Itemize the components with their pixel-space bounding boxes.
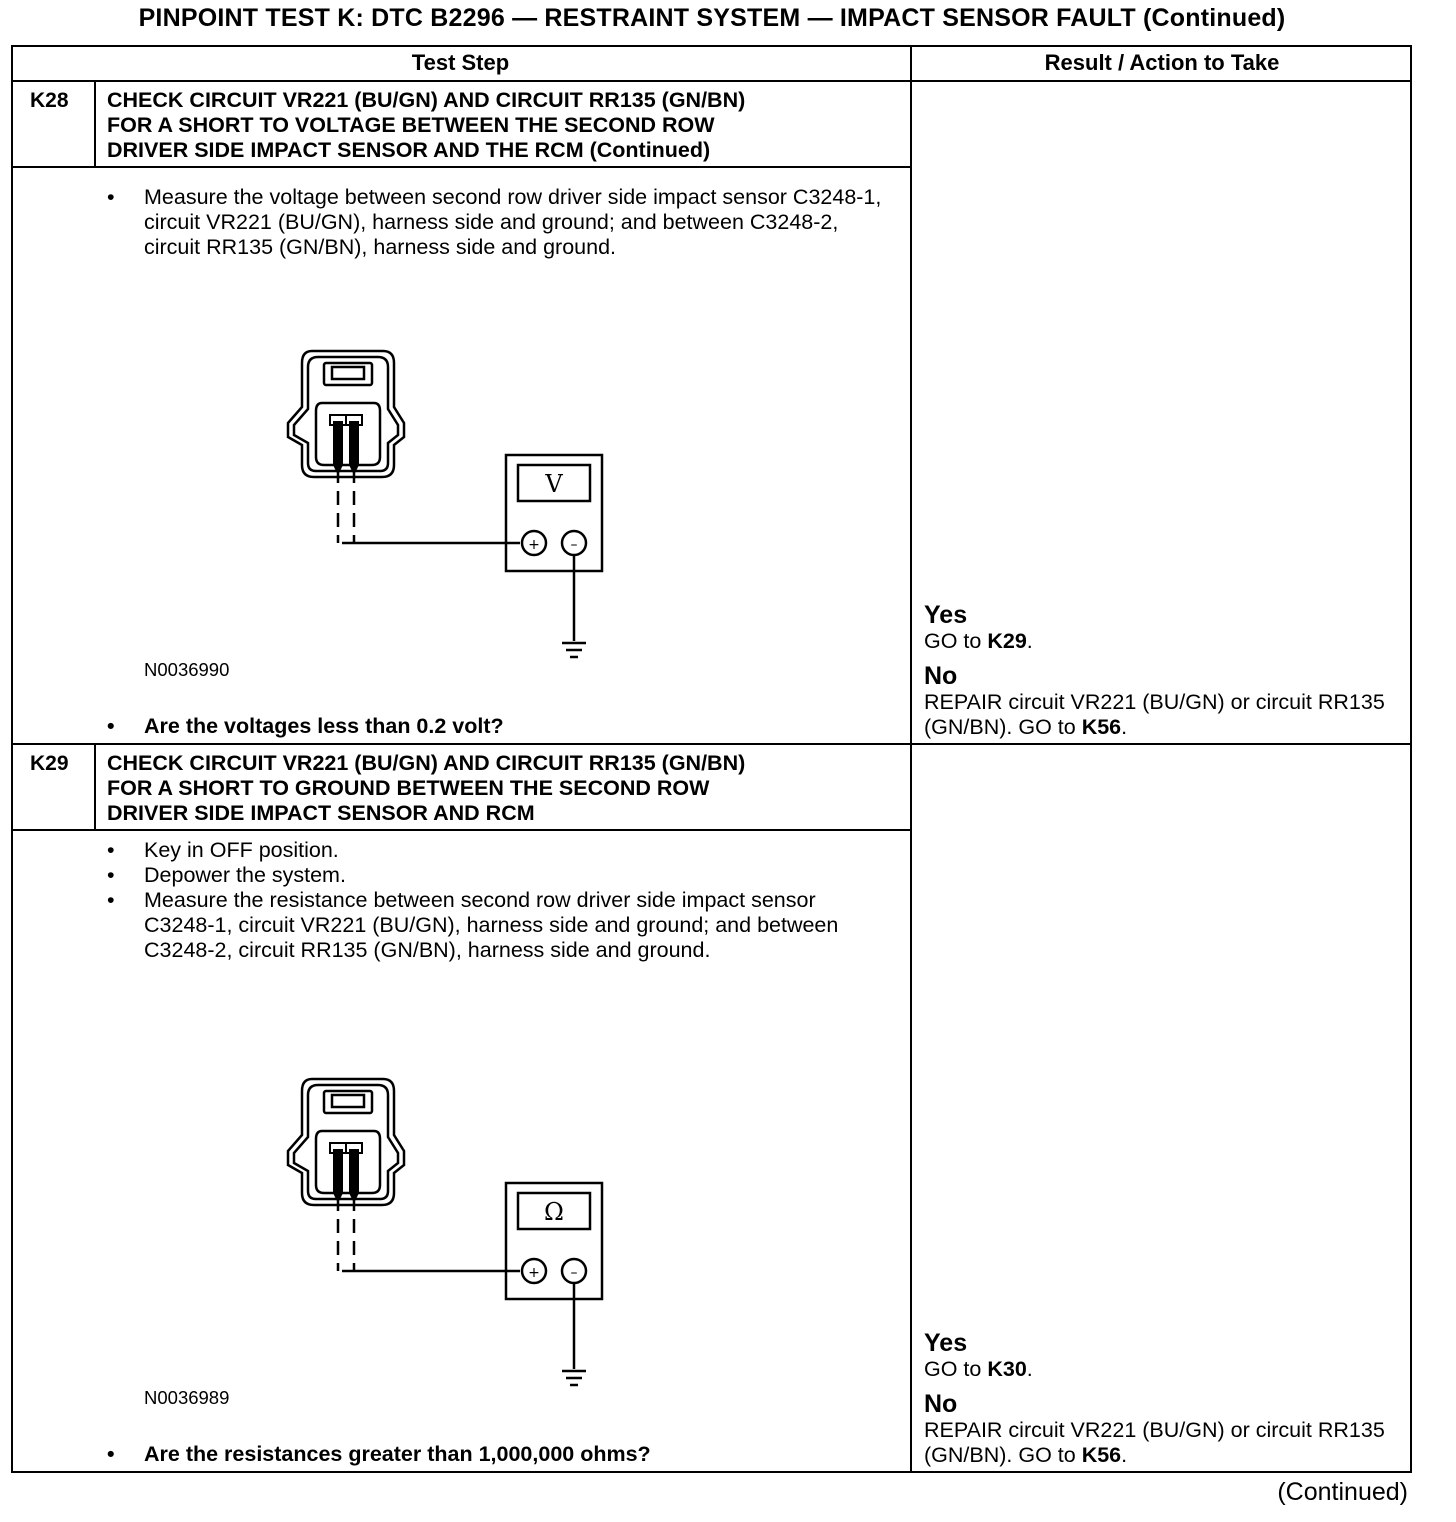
k29-heading-divider bbox=[11, 829, 912, 831]
voltmeter-diagram bbox=[280, 345, 620, 675]
instruction-bullet bbox=[107, 838, 887, 863]
figure-id: N0036990 bbox=[144, 659, 230, 680]
step-heading-line: DRIVER SIDE IMPACT SENSOR AND RCM bbox=[107, 801, 535, 825]
instruction-bullet bbox=[107, 863, 887, 888]
step-id: K28 bbox=[30, 89, 69, 112]
question-bullet bbox=[107, 1442, 887, 1467]
no-target-link[interactable]: K56 bbox=[1081, 1443, 1122, 1467]
bullet-marker: • bbox=[107, 185, 115, 209]
result-no bbox=[924, 663, 1404, 740]
instruction-bullet bbox=[107, 888, 887, 963]
instruction-bullet bbox=[107, 185, 887, 260]
step-heading-line: FOR A SHORT TO GROUND BETWEEN THE SECOND ROW bbox=[107, 776, 710, 800]
step-heading-line: FOR A SHORT TO VOLTAGE BETWEEN THE SECOND ROW bbox=[107, 113, 715, 137]
yes-action: GO to K30. bbox=[924, 1357, 1033, 1381]
svg-text:+: + bbox=[528, 1265, 540, 1281]
svg-text:–: – bbox=[570, 1265, 578, 1281]
step-id-divider-k28 bbox=[94, 80, 96, 168]
header-test-step: Test Step bbox=[411, 50, 510, 75]
question-text: Are the resistances greater than 1,000,000 ohms? bbox=[144, 1442, 651, 1466]
result-yes bbox=[924, 602, 1404, 654]
meter-symbol: V bbox=[545, 470, 563, 498]
column-divider bbox=[910, 45, 912, 1473]
bullet-marker: • bbox=[107, 1442, 115, 1466]
step-heading bbox=[107, 751, 897, 826]
step-id: K29 bbox=[30, 752, 69, 775]
step-heading-line: CHECK CIRCUIT VR221 (BU/GN) AND CIRCUIT RR135 (GN/BN) bbox=[107, 88, 746, 112]
no-action: REPAIR circuit VR221 (BU/GN) or circuit RR135 (GN/BN). GO to K56. bbox=[924, 1418, 1385, 1467]
yes-label: Yes bbox=[924, 601, 968, 629]
instruction-text: Key in OFF position. bbox=[144, 838, 339, 862]
yes-target-link[interactable]: K30 bbox=[987, 1357, 1027, 1381]
no-label: No bbox=[924, 1390, 958, 1418]
no-target-link[interactable]: K56 bbox=[1081, 715, 1122, 739]
yes-action: GO to K29. bbox=[924, 629, 1033, 653]
yes-target-link[interactable]: K29 bbox=[987, 629, 1027, 653]
question-bullet bbox=[107, 714, 887, 739]
step-heading-line: CHECK CIRCUIT VR221 (BU/GN) AND CIRCUIT RR135 (GN/BN) bbox=[107, 751, 746, 775]
instruction-text: Measure the voltage between second row driver side impact sensor C3248-1, circuit VR221 (BU/GN), harness side and ground; and between C3248-2, circuit RR135 (GN/BN), harness side and ground. bbox=[144, 185, 882, 259]
page-title: PINPOINT TEST K: DTC B2296 — RESTRAINT SYSTEM — IMPACT SENSOR FAULT (Continued) bbox=[138, 4, 1286, 32]
question-text: Are the voltages less than 0.2 volt? bbox=[144, 714, 504, 738]
instruction-text: Measure the resistance between second row driver side impact sensor C3248-1, circuit VR221 (BU/GN), harness side and ground; and between C3248-2, circuit RR135 (GN/BN), harness side and ground. bbox=[144, 888, 839, 962]
step-heading-line: DRIVER SIDE IMPACT SENSOR AND THE RCM (Continued) bbox=[107, 138, 711, 162]
header-result: Result / Action to Take bbox=[1044, 50, 1280, 75]
meter-symbol: Ω bbox=[544, 1198, 564, 1226]
row-divider bbox=[11, 743, 1412, 745]
step-heading bbox=[107, 88, 897, 163]
step-id-divider-k29 bbox=[94, 743, 96, 831]
no-label: No bbox=[924, 662, 958, 690]
continued-label: (Continued) bbox=[1277, 1478, 1408, 1506]
bullet-marker: • bbox=[107, 714, 115, 738]
no-action: REPAIR circuit VR221 (BU/GN) or circuit RR135 (GN/BN). GO to K56. bbox=[924, 690, 1385, 739]
instruction-text: Depower the system. bbox=[144, 863, 346, 887]
result-no bbox=[924, 1391, 1404, 1468]
figure-id: N0036989 bbox=[144, 1387, 230, 1408]
header-divider bbox=[11, 80, 1412, 82]
ohmmeter-diagram bbox=[280, 1073, 620, 1403]
bullet-marker: • bbox=[107, 888, 115, 912]
bullet-marker: • bbox=[107, 838, 115, 862]
bullet-marker: • bbox=[107, 863, 115, 887]
result-yes bbox=[924, 1330, 1404, 1382]
k28-heading-divider bbox=[11, 166, 912, 168]
yes-label: Yes bbox=[924, 1329, 968, 1357]
svg-text:–: – bbox=[570, 537, 578, 553]
svg-text:+: + bbox=[528, 537, 540, 553]
